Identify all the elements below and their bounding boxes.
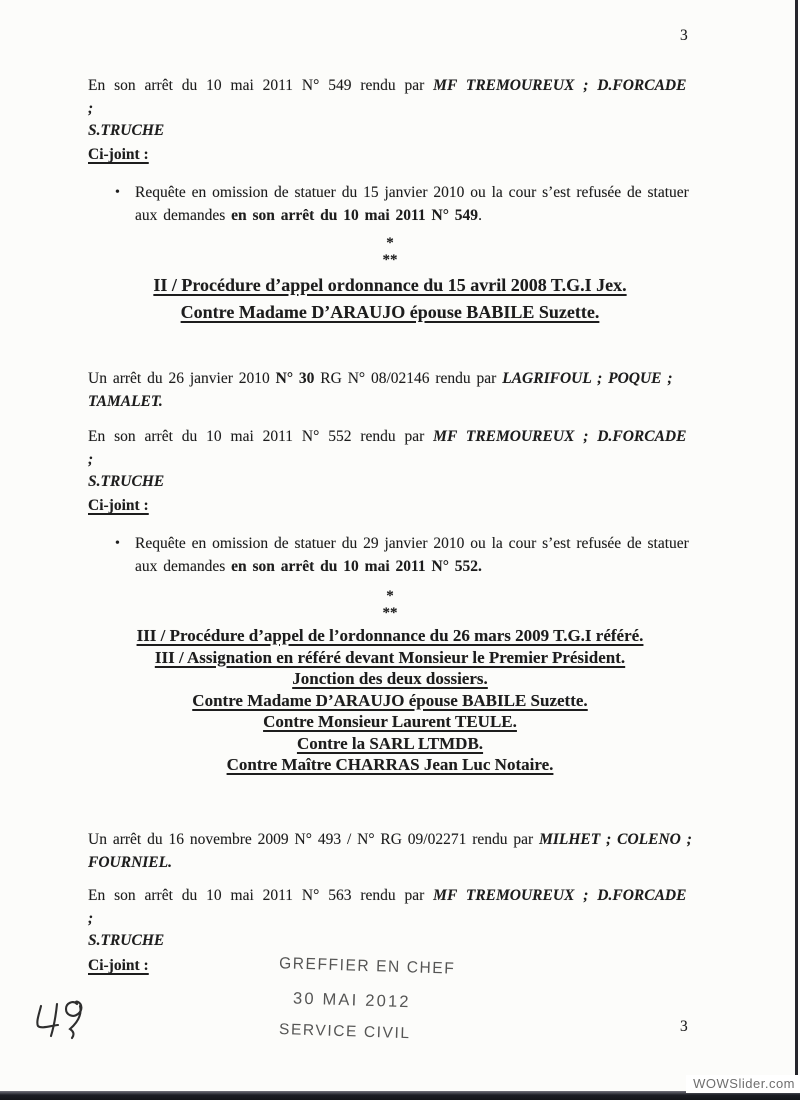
paragraph-arret-552 [88,426,692,494]
arret-549-judges-2: S.TRUCHE [88,122,165,139]
bullet-icon: • [115,536,120,551]
bullet1-line2-end: . [478,206,482,224]
arret-30-number: N° 30 [275,370,315,387]
label-ci-joint-3: Ci-joint : [88,957,149,974]
stamp-date: 30 MAI 2012 [292,989,411,1012]
arret-552-lead: En son arrêt du 10 mai 2011 N° 552 rendu par [88,428,434,445]
arret-30-lead: Un arrêt du 26 janvier 2010 [88,370,276,387]
arret-563-lead: En son arrêt du 10 mai 2011 N° 563 rendu par [88,887,434,904]
bullet2-line1: Requête en omission de statuer du 29 janvier 2010 ou la cour s’est refusée de statuer [135,535,689,552]
heading-3-line3: Jonction des deux dossiers. [292,669,488,688]
bullet-requete-1 [88,182,692,227]
arret-493-lead: Un arrêt du 16 novembre 2009 N° 493 / N° RG 09/02271 rendu par [88,831,540,848]
arret-552-judges: MF TREMOUREUX ; D.FORCADE ; [88,428,687,468]
bullet2-line2-bold: en son arrêt du 10 mai 2011 N° 552. [231,557,482,575]
paragraph-arret-549 [88,75,692,143]
page-number-bottom: 3 [680,1018,688,1035]
heading-3-line6: Contre la SARL LTMDB. [296,733,484,753]
heading-section-2 [88,272,692,326]
star-double: ** [382,605,398,621]
page-number-top: 3 [680,27,688,44]
star-double: ** [382,252,398,268]
star-single: * [386,235,394,251]
bullet1-line2-bold: en son arrêt du 10 mai 2011 N° 549 [231,206,479,224]
handwritten-number-49 [20,975,140,1080]
separator-stars-2 [88,588,692,622]
handwriting-strokes [20,975,140,1075]
bullet1-line2-lead: aux demandes [135,206,232,224]
stamp-service: SERVICE CIVIL [278,1021,411,1043]
page-bottom-edge [0,1091,800,1100]
wowslider-watermark: WOWSlider.com [686,1075,800,1093]
bullet-requete-2 [88,533,692,578]
heading-section-3 [88,625,692,776]
bullet2-line2-lead: aux demandes [135,557,232,575]
arret-549-judges: MF TREMOUREUX ; D.FORCADE ; [88,77,687,117]
greffier-stamp [277,955,470,1045]
arret-30-mid: RG N° 08/02146 rendu par [314,370,503,387]
arret-549-lead: En son arrêt du 10 mai 2011 N° 549 rendu par [88,77,434,94]
arret-563-judges: MF TREMOUREUX ; D.FORCADE ; [88,887,687,927]
stamp-title: GREFFIER EN CHEF [278,954,456,978]
heading-2-line1: II / Procédure d’appel ordonnance du 15 avril 2008 T.G.I Jex. [153,275,627,295]
bullet-icon: • [115,185,120,200]
arret-552-judges-2: S.TRUCHE [88,473,165,490]
paragraph-arret-30 [88,368,692,413]
heading-3-line5: Contre Monsieur Laurent TEULE. [263,712,517,731]
separator-stars-1 [88,235,692,269]
paragraph-arret-493 [88,829,692,874]
heading-3-line4: Contre Madame D’ARAUJO épouse BABILE Suzette. [192,690,588,710]
arret-563-judges-2: S.TRUCHE [88,932,165,949]
arret-30-judges: LAGRIFOUL ; POQUE ; [502,370,673,387]
heading-3-line7: Contre Maître CHARRAS Jean Luc Notaire. [226,755,554,774]
arret-493-judges-2: FOURNIEL. [88,853,172,871]
page-right-edge [795,0,798,1100]
arret-30-judges-2: TAMALET. [88,392,163,410]
heading-2-line2: Contre Madame D’ARAUJO épouse BABILE Suzette. [180,302,600,322]
star-single: * [386,588,394,604]
heading-3-line1: III / Procédure d’appel de l’ordonnance du 26 mars 2009 T.G.I référé. [136,626,644,645]
bullet1-line1: Requête en omission de statuer du 15 janvier 2010 ou la cour s’est refusée de statuer [135,184,689,201]
paragraph-arret-563 [88,885,692,953]
label-ci-joint-2: Ci-joint : [88,497,149,514]
heading-3-line2: III / Assignation en référé devant Monsieur le Premier Président. [154,647,626,667]
arret-493-judges: MILHET ; COLENO ; [539,831,692,848]
label-ci-joint-1: Ci-joint : [88,146,149,163]
